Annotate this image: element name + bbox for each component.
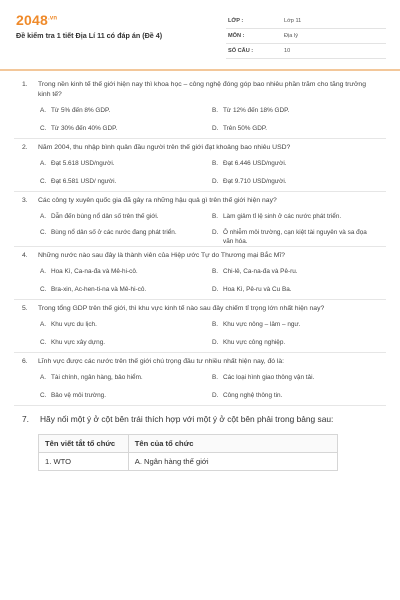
question-text: Hãy nối một ý ở cột bên trái thích hợp với một ý ở cột bên phải trong bảng sau: [40,414,334,424]
table-cell: 1. WTO [39,453,129,471]
meta-key: SỐ CÂU : [228,48,254,54]
question-text: Trong tổng GDP trên thế giới, thì khu vực kinh tế nào sau đây chiếm tỉ trọng lớn nhất hiện nay? [38,305,325,312]
question-stem [0,304,400,314]
table-row [39,453,338,471]
question-number: 6. [22,358,28,365]
site-logo[interactable]: $2048^{.vn}$ [16,12,58,28]
option-text: Tài chính, ngân hàng, bảo hiểm. [51,374,143,381]
table-header-cell: Tên của tổ chức [128,435,337,453]
option-text: Đạt 6.446 USD/người. [223,160,287,167]
header-divider [0,69,400,71]
option-text: Các loại hình giao thông vận tải. [223,374,315,381]
option-text: Từ 5% đến 8% GDP. [51,107,111,114]
question-7 [0,406,400,496]
page-header [0,0,400,68]
option-letter: B. [212,374,219,381]
meta-value: 10 [284,48,291,54]
table-header-row [39,435,338,453]
option-letter: B. [212,213,219,220]
question-number: 7. [22,414,29,424]
question-text: Các công ty xuyên quốc gia đã gây ra những hậu quả gì trên thế giới hiện nay? [38,197,277,204]
option-text: Ô nhiễm môi trường, cạn kiệt tài nguyên và sa đọa văn hóa. [223,229,367,245]
option-text: Khu vực du lịch. [51,321,97,328]
option-letter: D. [212,229,219,236]
meta-row-class [226,14,386,29]
option-letter: B. [212,107,219,114]
option-text: Khu vực công nghiệp. [223,339,286,346]
options-grid [0,212,400,245]
option-letter: D. [212,125,219,132]
option-text: Trên 50% GDP. [223,125,268,132]
meta-value: Lớp 11 [284,18,302,24]
option-text: Từ 12% đến 18% GDP. [223,107,290,114]
option-letter: A. [40,374,47,381]
meta-key: MÔN : [228,33,245,39]
option-letter: D. [212,339,219,346]
question-text: Những nước nào sau đây là thành viên của Hiệp ước Tự do Thương mại Bắc Mĩ? [38,252,286,259]
option-text: Đạt 6.581 USD/ người. [51,178,117,185]
question-number: 4. [22,252,28,259]
option-letter: C. [40,339,47,346]
matching-table [38,434,338,471]
option-letter: C. [40,125,47,132]
question-stem [0,196,400,206]
option-text: Hoa Kì, Pê-ru và Cu Ba. [223,286,292,293]
question-4 [0,247,400,300]
question-stem [0,357,400,367]
option-letter: B. [212,268,219,275]
option-text: Hoa Kì, Ca-na-đa và Mê-hi-cô. [51,268,138,275]
options-grid [0,159,400,187]
question-number: 3. [22,197,28,204]
question-3 [0,192,400,247]
option-letter: C. [40,392,47,399]
question-stem [0,80,400,100]
option-text: Chi-lê, Ca-na-đa và Pê-ru. [223,268,298,275]
meta-row-subject [226,29,386,44]
question-stem [0,414,400,424]
question-5 [0,300,400,353]
question-text: Lĩnh vực được các nước trên thế giới chú trọng đầu tư nhiều nhất hiện nay, đó là: [38,358,285,365]
exam-title: Đề kiểm tra 1 tiết Địa Lí 11 có đáp án (Đề 4) [16,31,163,40]
option-text: Công nghệ thông tin. [223,392,283,399]
option-letter: C. [40,286,47,293]
option-letter: C. [40,178,47,185]
options-grid [0,267,400,295]
option-letter: D. [212,286,219,293]
question-stem [0,251,400,261]
option-letter: B. [212,321,219,328]
question-number: 5. [22,305,28,312]
option-text: Khu vực xây dựng. [51,339,106,346]
option-letter: A. [40,268,47,275]
table-cell: A. Ngân hàng thế giới [128,453,337,471]
question-number: 2. [22,144,28,151]
question-2 [0,139,400,192]
table-header-cell: Tên viết tắt tổ chức [39,435,129,453]
meta-row-count [226,44,386,59]
option-letter: D. [212,392,219,399]
option-letter: C. [40,229,47,236]
option-text: Làm giảm tỉ lệ sinh ở các nước phát triển. [223,213,342,220]
options-grid [0,320,400,348]
exam-meta [226,14,386,59]
option-text: Từ 30% đến 40% GDP. [51,125,118,132]
option-letter: A. [40,213,47,220]
option-text: Bảo vệ môi trường. [51,392,107,399]
question-stem [0,143,400,153]
option-letter: B. [212,160,219,167]
meta-key: LỚP : [228,18,244,24]
option-text: Đạt 9.710 USD/người. [223,178,287,185]
question-text: Năm 2004, thu nhập bình quân đầu người trên thế giới đạt khoảng bao nhiêu USD? [38,144,291,151]
option-letter: D. [212,178,219,185]
question-1 [0,76,400,139]
option-text: Khu vực nông – lâm – ngư. [223,321,301,328]
options-grid [0,373,400,401]
option-letter: A. [40,321,47,328]
options-grid [0,106,400,134]
question-6 [0,353,400,406]
meta-value: Địa lý [284,33,298,39]
option-text: Đạt 5.618 USD/người. [51,160,115,167]
option-text: Bra-xin, Ac-hen-ti-na và Mê-hi-cô. [51,286,147,293]
option-text: Bùng nổ dân số ở các nước đang phát triển. [51,229,177,236]
option-letter: A. [40,107,47,114]
question-number: 1. [22,81,28,88]
question-text: Trong nền kinh tế thế giới hiện nay thì khoa học – công nghệ đóng góp bao nhiêu phần trăm cho tăng trưởng kinh tế? [38,81,366,98]
question-list [0,76,400,496]
option-text: Dẫn đến bùng nổ dân số trên thế giới. [51,213,159,220]
option-letter: A. [40,160,47,167]
